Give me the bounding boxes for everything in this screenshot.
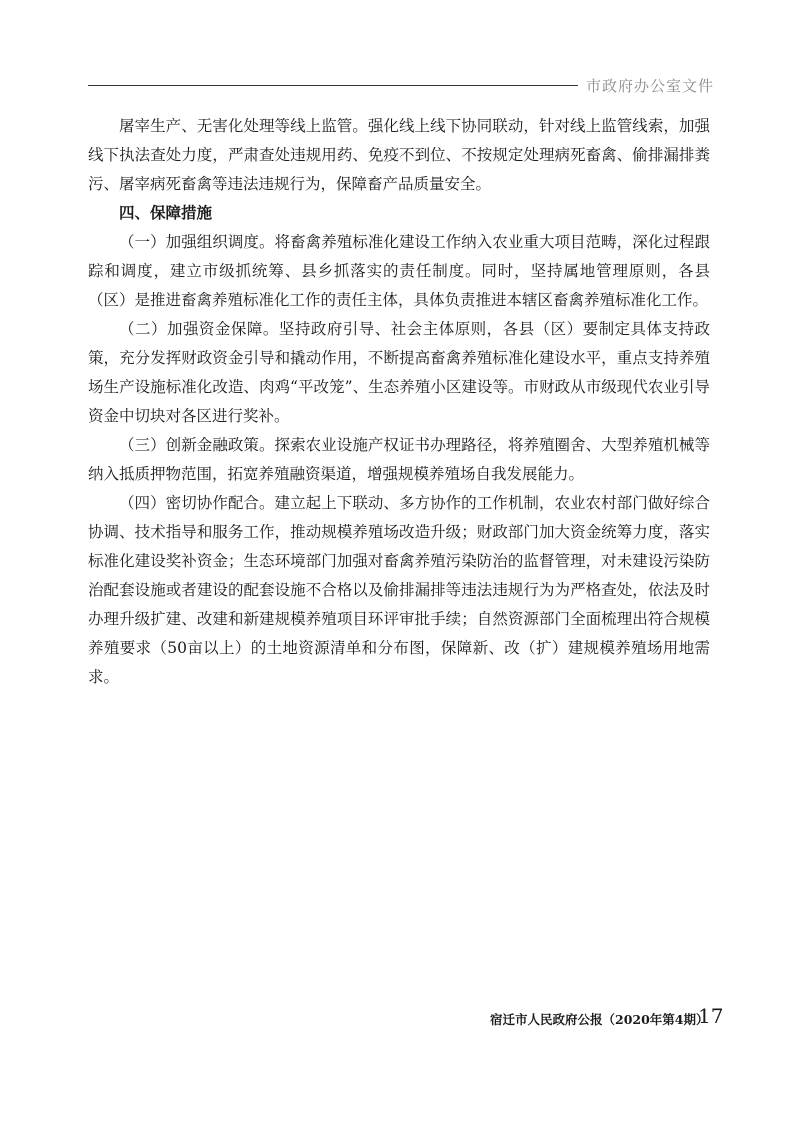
measure-text-2: 坚持政府引导、社会主体原则，各县（区）要制定具体支持政策，充分发挥财政资金引导和撬动作用，不断提高畜禽养殖标准化建设水平，重点支持养殖场生产设施标准化改造、肉鸡“平改笼”、生态养殖小区建设等。市财政从市级现代农业引导资金中切块对各区进行奖补。 (88, 320, 710, 425)
measure-paragraph-3 (88, 431, 710, 489)
measure-title-4: （四）密切协作配合。 (119, 494, 275, 512)
measure-paragraph-1 (88, 228, 710, 315)
measure-paragraph-2 (88, 315, 710, 431)
measure-title-2: （二）加强资金保障。 (119, 320, 279, 338)
section-heading: 四、保障措施 (119, 204, 213, 222)
footer-publication: 宿迁市人民政府公报（2020年第4期） (490, 1012, 709, 1027)
measure-text-4: 建立起上下联动、多方协作的工作机制，农业农村部门做好综合协调、技术指导和服务工作，推动规模养殖场改造升级；财政部门加大资金统筹力度，落实标准化建设奖补资金；生态环境部门加强对畜禽养殖污染防治的监督管理，对未建设污染防治配套设施或者建设的配套设施不合格以及偷排漏排等违法违规行为为严格查处，依法及时办理升级扩建、改建和新建规模养殖项目环评审批手续；自然资源部门全面梳理出符合规模养殖要求（50亩以上）的土地资源清单和分布图，保障新、改（扩）建规模养殖场用地需求。 (88, 494, 710, 686)
measure-title-1: （一）加强组织调度。 (119, 233, 275, 251)
measure-text-3: 探索农业设施产权证书办理路径，将养殖圈舍、大型养殖机械等纳入抵质押物范围，拓宽养殖融资渠道，增强规模养殖场自我发展能力。 (88, 436, 710, 483)
measure-paragraph-4 (88, 489, 710, 692)
measure-text-1: 将畜禽养殖标准化建设工作纳入农业重大项目范畴，深化过程跟踪和调度，建立市级抓统筹、县乡抓落实的责任制度。同时，坚持属地管理原则，各县（区）是推进畜禽养殖标准化工作的责任主体，具体负责推进本辖区畜禽养殖标准化工作。 (88, 233, 710, 309)
intro-paragraph: 屠宰生产、无害化处理等线上监管。强化线上线下协同联动，针对线上监管线索，加强线下执法查处力度，严肃查处违规用药、免疫不到位、不按规定处理病死畜禽、偷排漏排粪污、屠宰病死畜禽等违法违规行为，保障畜产品质量安全。 (88, 117, 710, 193)
document-body (88, 112, 710, 692)
measure-title-3: （三）创新金融政策。 (119, 436, 275, 454)
header-title: 市政府办公室文件 (586, 77, 715, 95)
header-rule (88, 85, 578, 86)
page-number: 17 (698, 1004, 724, 1028)
